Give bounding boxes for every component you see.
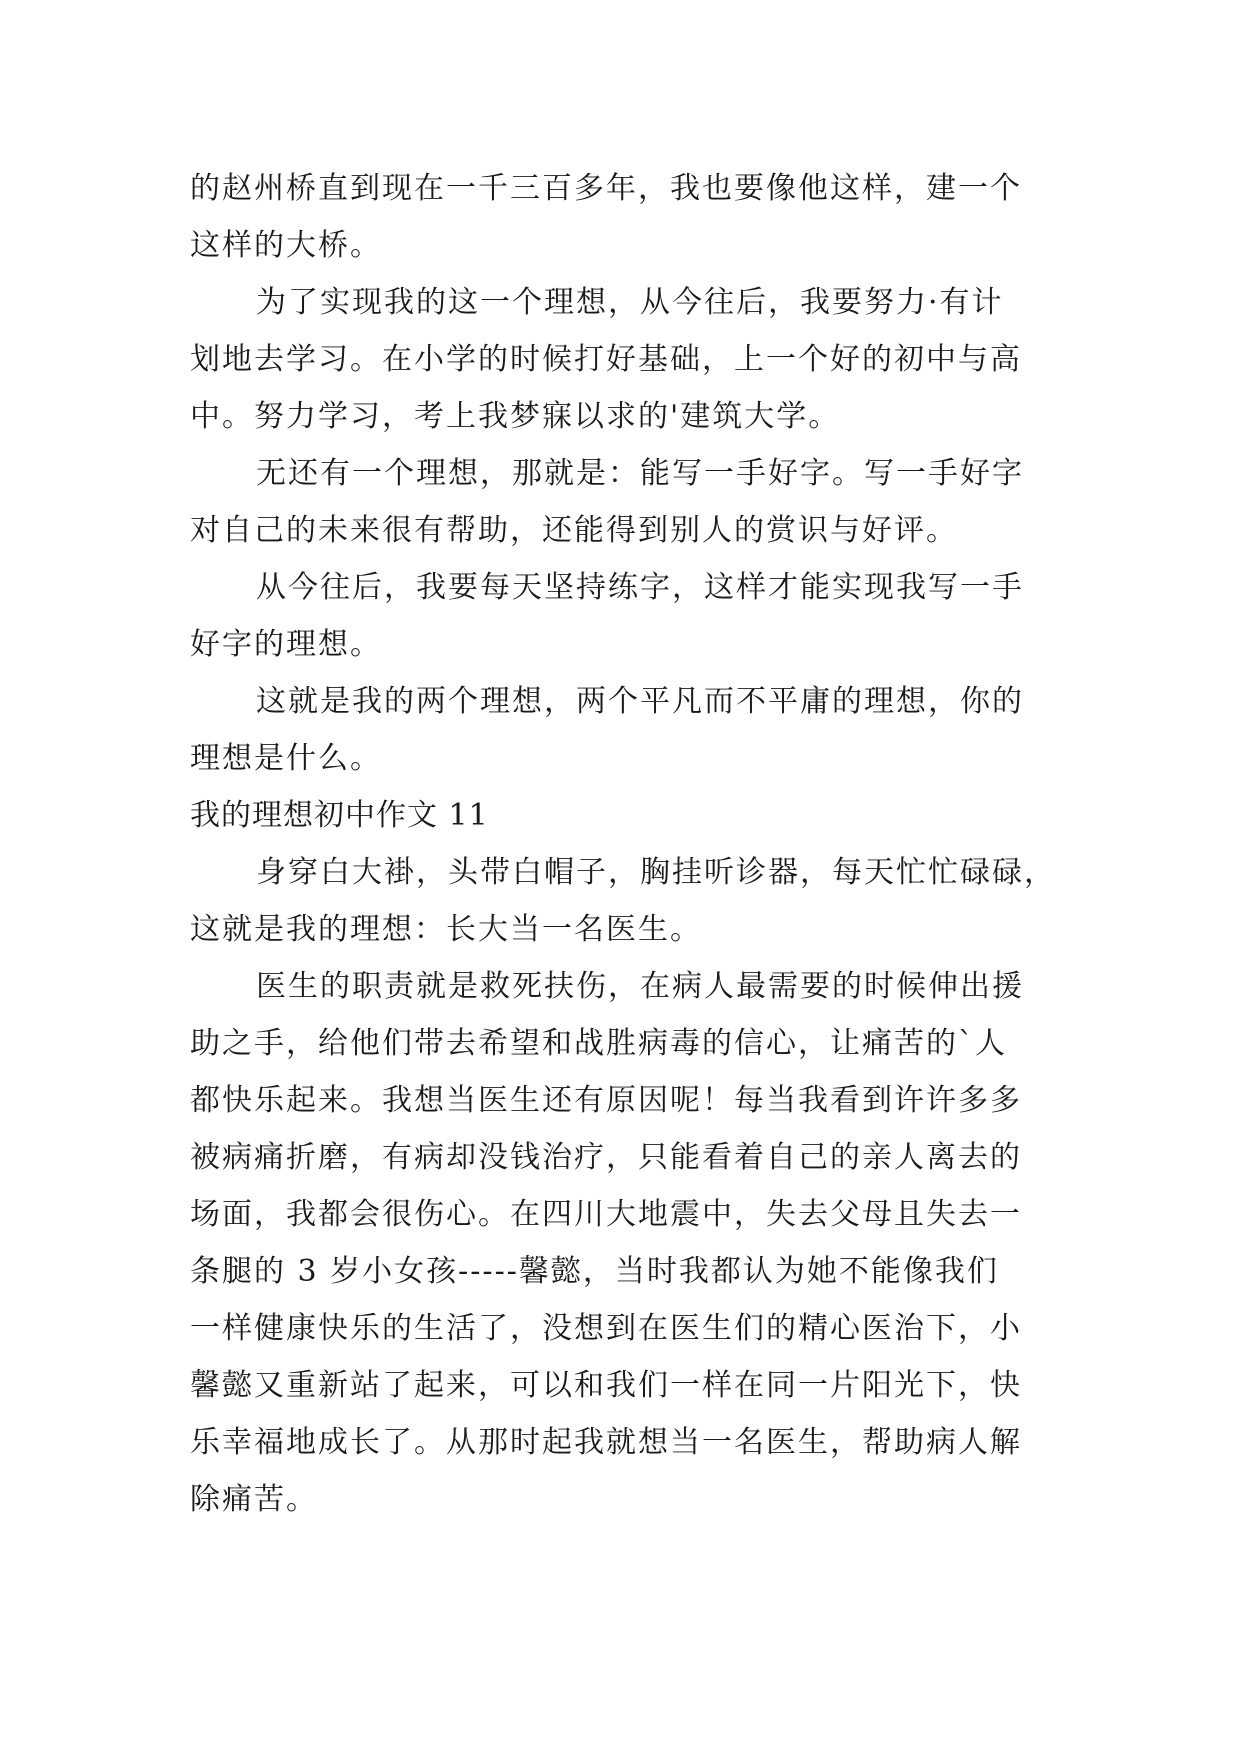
- paragraph-conclusion: [190, 673, 1060, 787]
- paragraph-doctor-reason: [190, 958, 1060, 1528]
- text-line: 都快乐起来。我想当医生还有原因呢！每当我看到许许多多: [190, 1083, 1022, 1118]
- paragraph-doctor-intro: [190, 844, 1060, 958]
- essay-heading: 我的理想初中作文 11: [190, 798, 489, 833]
- text-line: 医生的职责就是救死扶伤，在病人最需要的时候伸出援: [256, 969, 1024, 1004]
- text-line: 这就是我的两个理想，两个平凡而不平庸的理想，你的: [256, 684, 1024, 719]
- text-line: 从今往后，我要每天坚持练字，这样才能实现我写一手: [256, 570, 1024, 605]
- text-line: 一样健康快乐的生活了，没想到在医生们的精心医治下，小: [190, 1311, 1022, 1346]
- text-line: 中。努力学习，考上我梦寐以求的'建筑大学。: [190, 399, 841, 434]
- text-line: 被病痛折磨，有病却没钱治疗，只能看着自己的亲人离去的: [190, 1140, 1022, 1175]
- text-line: 好字的理想。: [190, 627, 382, 662]
- text-line: 除痛苦。: [190, 1482, 318, 1517]
- text-line: 这就是我的理想：长大当一名医生。: [190, 912, 702, 947]
- text-line: 馨懿又重新站了起来，可以和我们一样在同一片阳光下，快: [190, 1368, 1022, 1403]
- text-line: 划地去学习。在小学的时候打好基础，上一个好的初中与高: [190, 342, 1022, 377]
- text-line: 对自己的未来很有帮助，还能得到别人的赏识与好评。: [190, 513, 958, 548]
- text-line: 无还有一个理想，那就是：能写一手好字。写一手好字: [256, 456, 1024, 491]
- paragraph-bridge-continuation: [190, 160, 1060, 274]
- text-line: 身穿白大褂，头带白帽子，胸挂听诊器，每天忙忙碌碌，: [256, 855, 1056, 890]
- essay-body: [190, 160, 1060, 1528]
- text-line: 理想是什么。: [190, 741, 382, 776]
- paragraph-practice: [190, 559, 1060, 673]
- text-line: 为了实现我的这一个理想，从今往后，我要努力·有计: [256, 285, 1004, 320]
- paragraph-study-plan: [190, 274, 1060, 445]
- text-line: 这样的大桥。: [190, 228, 382, 263]
- text-line: 助之手，给他们带去希望和战胜病毒的信心，让痛苦的`人: [190, 1026, 1007, 1061]
- text-line: 的赵州桥直到现在一千三百多年，我也要像他这样，建一个: [190, 171, 1022, 206]
- text-line: 场面，我都会很伤心。在四川大地震中，失去父母且失去一: [190, 1197, 1022, 1232]
- text-line: 乐幸福地成长了。从那时起我就想当一名医生，帮助病人解: [190, 1425, 1022, 1460]
- text-line: 条腿的 3 岁小女孩-----馨懿，当时我都认为她不能像我们: [190, 1254, 999, 1289]
- paragraph-handwriting-ideal: [190, 445, 1060, 559]
